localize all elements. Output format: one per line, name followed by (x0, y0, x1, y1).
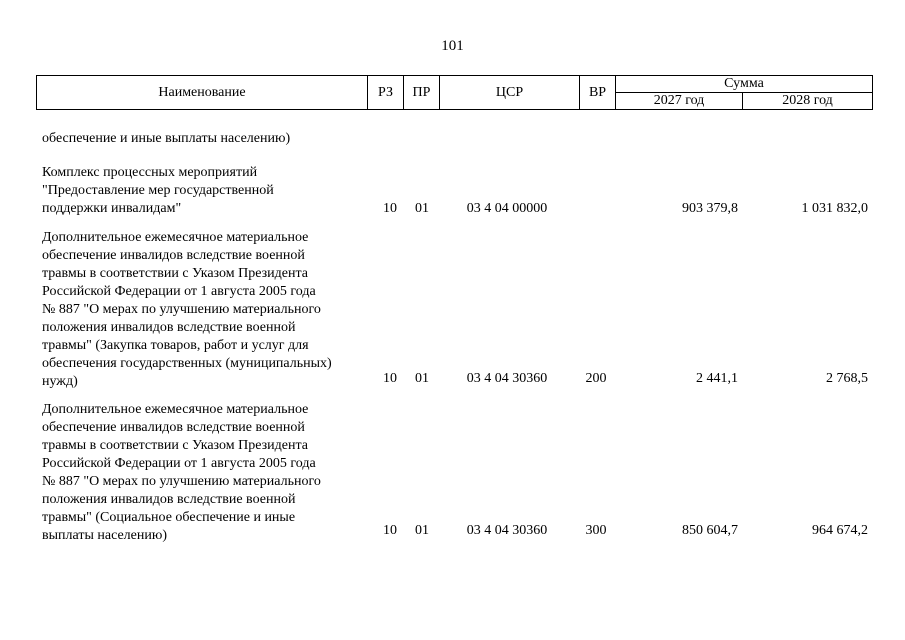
header-pr: ПР (404, 76, 440, 110)
row-csr: 03 4 04 30360 (466, 523, 548, 538)
row-pr: 01 (415, 371, 429, 386)
row-name-line: обеспечение инвалидов вследствие военной (42, 420, 305, 435)
row-name-line: травмы в соответствии с Указом Президента (42, 266, 308, 281)
row-csr: 03 4 04 00000 (466, 201, 548, 216)
table-header (36, 75, 873, 110)
row-name-line: поддержки инвалидам" (42, 201, 182, 216)
row-name-line: травмы" (Социальное обеспечение и иные (42, 510, 296, 525)
row-pr: 01 (415, 523, 429, 538)
row-sum-2027: 2 441,1 (696, 371, 738, 386)
row-sum-2027: 850 604,7 (682, 523, 738, 538)
continuation-text: обеспечение и иные выплаты населению) (42, 131, 291, 146)
page-number: 101 (441, 38, 464, 54)
row-name-line: нужд) (42, 374, 78, 389)
row-rz: 10 (383, 523, 397, 538)
row-name-line: травмы в соответствии с Указом Президента (42, 438, 308, 453)
row-name-line: Российской Федерации от 1 августа 2005 года (42, 456, 316, 471)
row-name-line: обеспечения государственных (муниципальных) (42, 356, 332, 371)
row-name-line: травмы" (Закупка товаров, работ и услуг для (42, 338, 309, 353)
row-sum-2028: 964 674,2 (812, 523, 868, 538)
header-vr: ВР (580, 76, 616, 110)
header-rz: РЗ (368, 76, 404, 110)
row-name-line: обеспечение инвалидов вследствие военной (42, 248, 305, 263)
row-pr: 01 (415, 201, 429, 216)
header-year-2027: 2027 год (616, 93, 743, 110)
row-name-line: Российской Федерации от 1 августа 2005 года (42, 284, 316, 299)
row-name-line: "Предоставление мер государственной (42, 183, 274, 198)
row-name-line: № 887 "О мерах по улучшению материального (42, 474, 321, 489)
header-year-2028: 2028 год (743, 93, 873, 110)
row-sum-2027: 903 379,8 (682, 201, 738, 216)
row-name-line: № 887 "О мерах по улучшению материального (42, 302, 321, 317)
row-name-line: Дополнительное ежемесячное материальное (42, 230, 309, 245)
row-name-line: Дополнительное ежемесячное материальное (42, 402, 309, 417)
row-name-line: положения инвалидов вследствие военной (42, 492, 296, 507)
row-rz: 10 (383, 201, 397, 216)
row-name-line: Комплекс процессных мероприятий (42, 165, 258, 180)
row-sum-2028: 1 031 832,0 (801, 201, 868, 216)
row-vr: 300 (585, 523, 607, 538)
row-name-line: выплаты населению) (42, 528, 167, 543)
row-name-line: положения инвалидов вследствие военной (42, 320, 296, 335)
row-sum-2028: 2 768,5 (826, 371, 868, 386)
header-sum: Сумма (616, 76, 873, 93)
header-name: Наименование (37, 76, 368, 110)
row-csr: 03 4 04 30360 (466, 371, 548, 386)
header-csr: ЦСР (440, 76, 580, 110)
row-vr: 200 (585, 371, 607, 386)
row-rz: 10 (383, 371, 397, 386)
